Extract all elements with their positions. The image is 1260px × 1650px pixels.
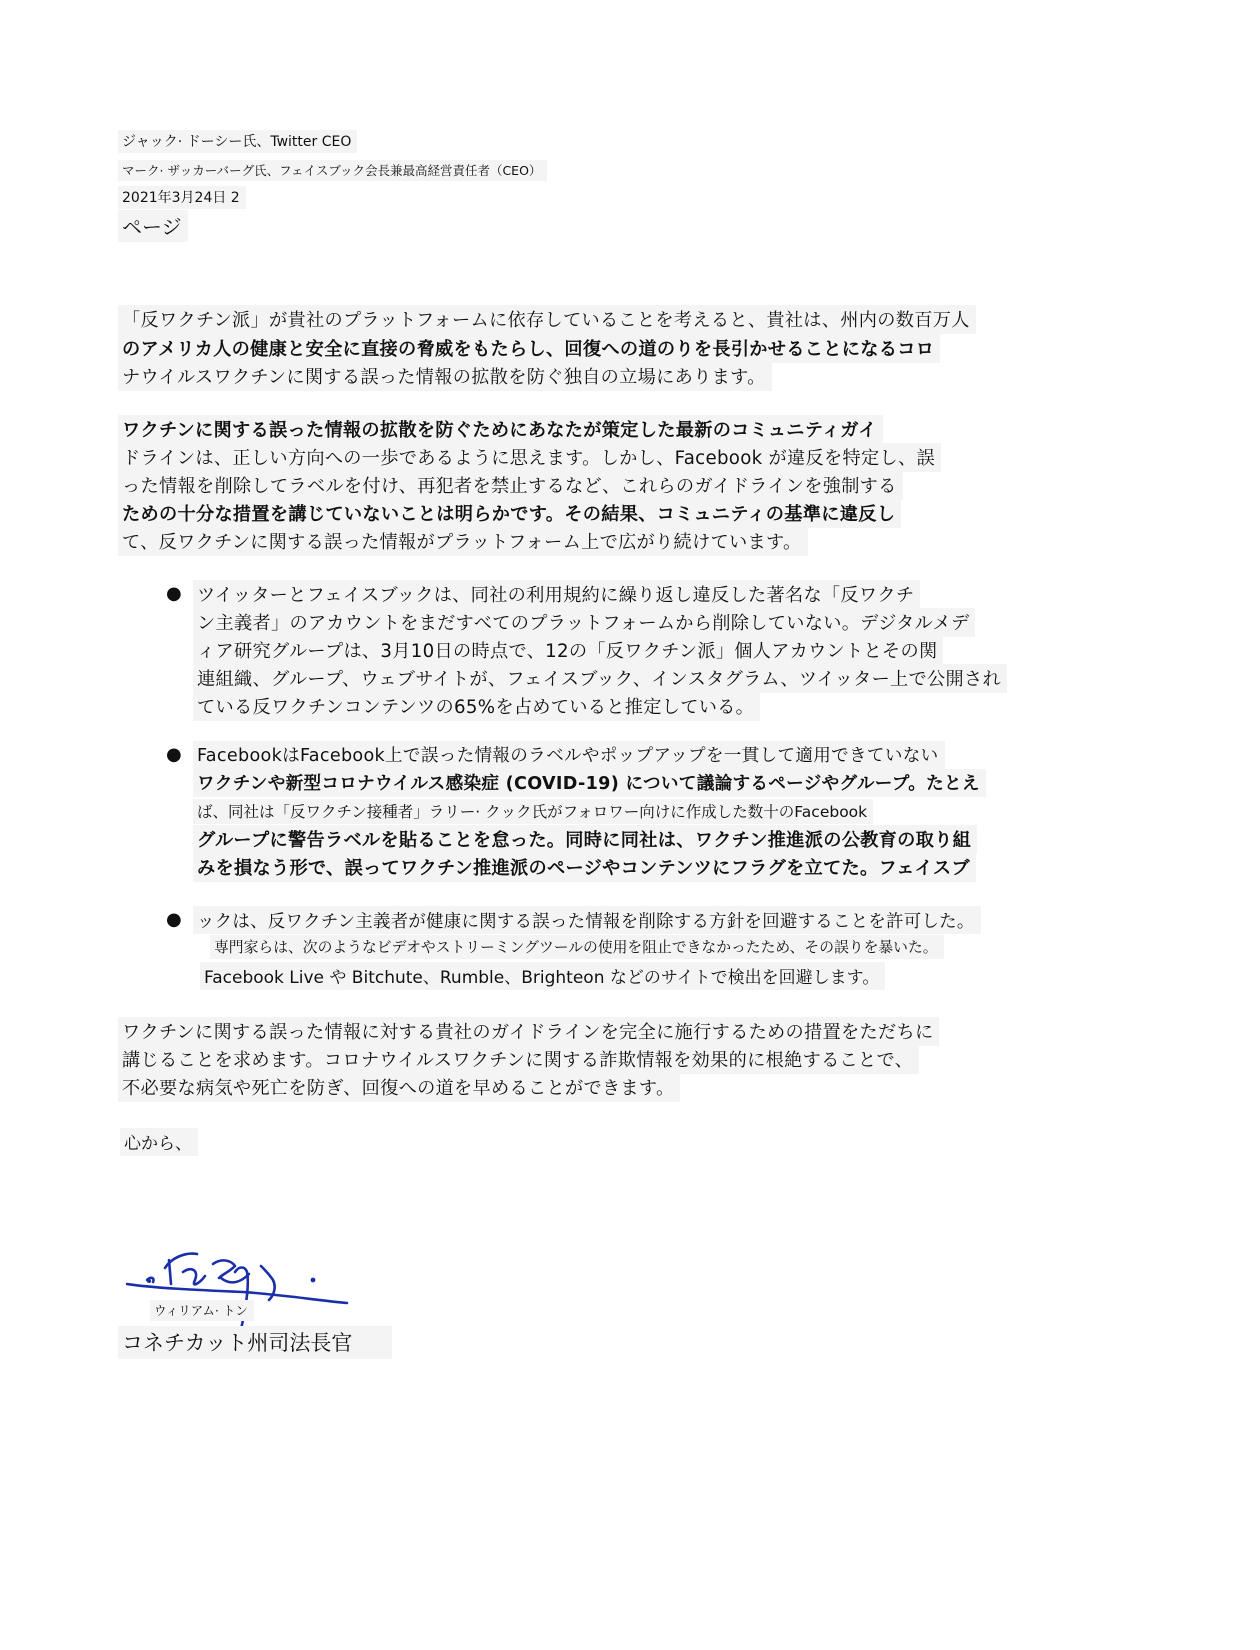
bullet-icon: ● <box>166 744 182 765</box>
para1-line: 「反ワクチン派」が貴社のプラットフォームに依存していることを考えると、貴社は、州内の数百万人 <box>118 305 976 334</box>
bullet1-line: 連組織、グループ、ウェブサイトが、フェイスブック、インスタグラム、ツイッター上で公開され <box>193 664 1007 693</box>
bullet1-line: ツイッターとフェイスブックは、同社の利用規約に繰り返し違反した著名な「反ワクチ <box>193 580 920 609</box>
page-label: ページ <box>118 210 188 242</box>
bullet2-line: グループに警告ラベルを貼ることを怠った。同時に同社は、ワクチン推進派の公教育の取り組 <box>193 825 977 854</box>
para1-line: ナウイルスワクチンに関する誤った情報の拡散を防ぐ独自の立場にあります。 <box>118 362 772 391</box>
bullet-icon: ● <box>166 909 182 930</box>
bullet1-line: ン主義者」のアカウントをまだすべてのプラットフォームから削除していない。デジタルメデ <box>193 608 975 637</box>
bullet2-line: FacebookはFacebook上で誤った情報のラベルやポップアップを一貫して適用できていない <box>193 741 945 769</box>
closing-text: 心から、 <box>120 1128 198 1156</box>
recipient-line-1: ジャック· ドーシー氏、Twitter CEO <box>118 130 357 153</box>
para3-line: ワクチンに関する誤った情報に対する貴社のガイドラインを完全に施行するための措置をただちに <box>118 1017 939 1046</box>
signer-title: コネチカット州司法長官 <box>118 1326 392 1359</box>
para2-line: て、反ワクチンに関する誤った情報がプラットフォーム上で広がり続けています。 <box>118 527 808 556</box>
bullet-icon: ● <box>166 583 182 604</box>
para2-line: ドラインは、正しい方向への一歩であるように思えます。しかし、Facebook が違反を特定し、誤 <box>118 443 941 472</box>
signer-name: ウィリアム· トン <box>150 1300 254 1321</box>
bullet2-line: みを損なう形で、誤ってワクチン推進派のページやコンテンツにフラグを立てた。フェイスブ <box>193 853 976 882</box>
recipient-line-2: マーク· ザッカーバーグ氏、フェイスブック会長兼最高経営責任者（CEO） <box>118 160 547 181</box>
bullet2-line: ワクチンや新型コロナウイルス感染症 (COVID-19) について議論するページやグループ。たとえ <box>193 769 986 797</box>
bullet3-line: ックは、反ワクチン主義者が健康に関する誤った情報を削除する方針を回避することを許可した。 <box>193 906 981 934</box>
para1-line: のアメリカ人の健康と安全に直接の脅威をもたらし、回復への道のりを長引かせることになるコロ <box>118 334 940 363</box>
para2-line: ワクチンに関する誤った情報の拡散を防ぐためにあなたが策定した最新のコミュニティガイ <box>118 415 883 444</box>
bullet3-line: 専門家らは、次のようなビデオやストリーミングツールの使用を阻止できなかったため、その誤りを暴いた。 <box>210 935 944 959</box>
date-line: 2021年3月24日 2 <box>118 186 246 209</box>
para2-line: ための十分な措置を講じていないことは明らかです。その結果、コミュニティの基準に違反し <box>118 499 901 528</box>
para3-line: 不必要な病気や死亡を防ぎ、回復への道を早めることができます。 <box>118 1073 680 1102</box>
bullet1-line: ィア研究グループは、3月10日の時点で、12の「反ワクチン派」個人アカウントとその関 <box>193 636 943 665</box>
para3-line: 講じることを求めます。コロナウイルスワクチンに関する詐欺情報を効果的に根絶することで、 <box>118 1045 919 1074</box>
para2-line: った情報を削除してラベルを付け、再犯者を禁止するなど、これらのガイドラインを強制する <box>118 471 903 500</box>
bullet1-line: ている反ワクチンコンテンツの65%を占めていると推定している。 <box>193 692 760 721</box>
bullet3-line: Facebook Live や Bitchute、Rumble、Brighteon などのサイトで検出を回避します。 <box>200 962 885 990</box>
bullet2-line: ば、同社は「反ワクチン接種者」ラリー· クック氏がフォロワー向けに作成した数十のFacebook <box>193 799 873 824</box>
